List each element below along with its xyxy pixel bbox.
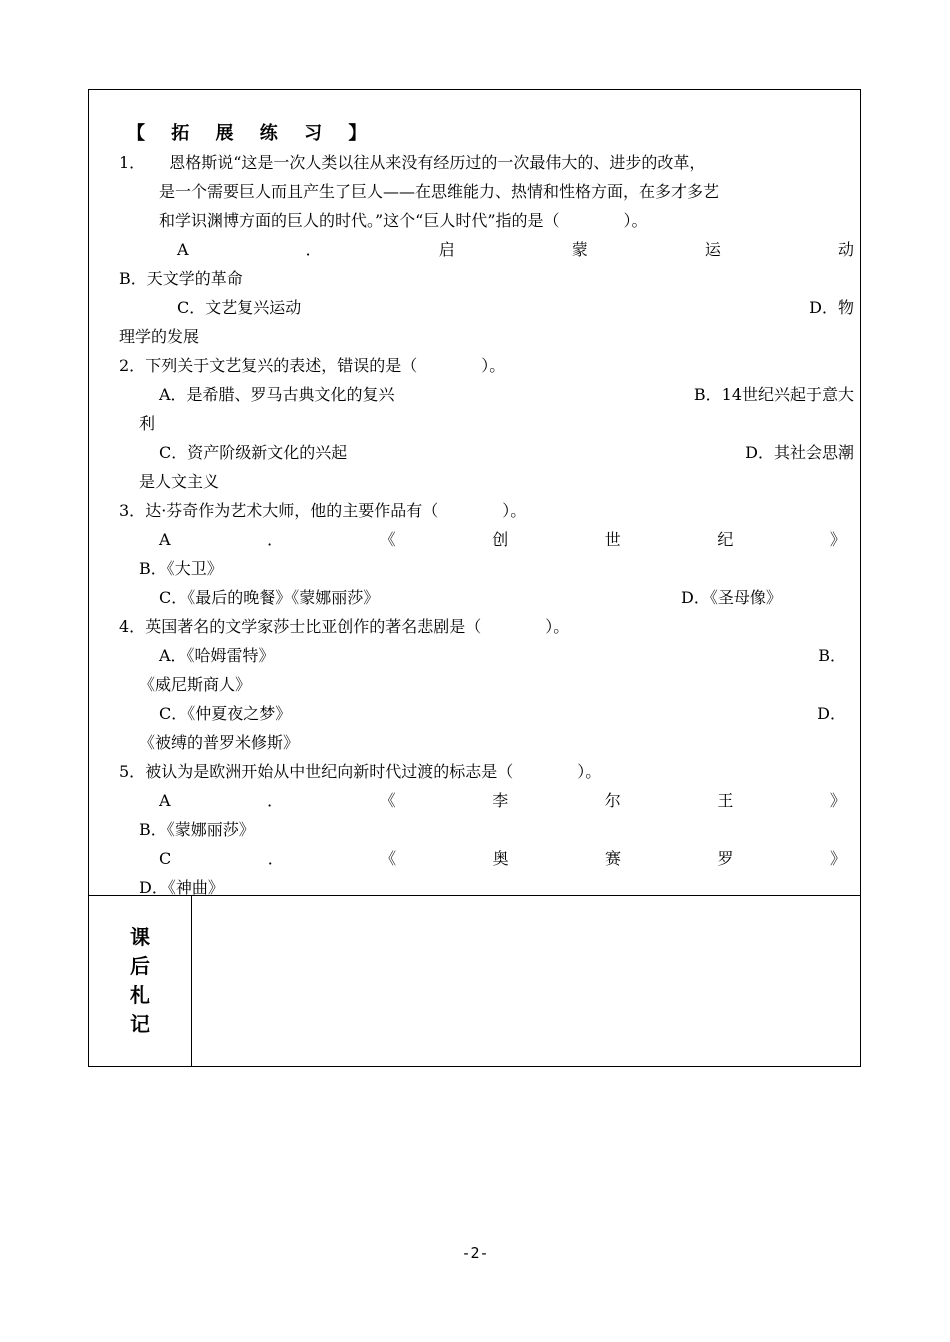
option-char: 李 (492, 791, 509, 810)
table-divider-horizontal (89, 895, 860, 896)
worksheet-frame (88, 89, 861, 1067)
question-5-option-a (119, 786, 854, 815)
notes-label-char: 课 (130, 925, 150, 949)
question-2-option-b-cont: 利 (139, 414, 156, 433)
question-3-option-a (119, 525, 854, 554)
question-3-stem: 达·芬奇作为艺术大师，他的主要作品有（ ）。 (145, 501, 527, 520)
question-4-option-d: D． (817, 704, 846, 723)
question-4-option-c: C．《仲夏夜之梦》 (159, 704, 292, 723)
option-char: 动 (837, 240, 854, 259)
question-4-option-a: A．《哈姆雷特》 (159, 646, 275, 665)
option-char: 运 (704, 240, 721, 259)
option-char: 启 (438, 240, 455, 259)
question-1-option-b: B．天文学的革命 (119, 269, 243, 288)
question-1-line-2: 是一个需要巨人而且产生了巨人——在思维能力、热情和性格方面，在多才多艺 (159, 182, 720, 201)
option-dot: ． (267, 849, 284, 868)
question-1-stem: 恩格斯说“这是一次人类以往从来没有经历过的一次最伟大的、进步的改革， (169, 153, 706, 172)
question-2-option-c: C．资产阶级新文化的兴起 (159, 443, 348, 462)
option-char: 奥 (492, 849, 509, 868)
question-1-line-3: 和学识渊博方面的巨人的时代。”这个“巨人时代”指的是（ ）。 (159, 211, 648, 230)
option-char: 》 (829, 791, 846, 810)
question-2-line-1 (119, 351, 854, 380)
question-5-option-c (119, 844, 854, 873)
option-dot: ． (267, 791, 284, 810)
notes-label-char: 后 (130, 954, 150, 978)
question-3-option-c: C．《最后的晚餐》《蒙娜丽莎》 (159, 588, 380, 607)
question-4-options-a-b (119, 641, 854, 670)
option-letter: A (159, 530, 171, 549)
option-char: 《 (379, 791, 396, 810)
option-char: 尔 (604, 791, 621, 810)
option-dot: ． (305, 240, 322, 259)
question-2-option-b: B．14世纪兴起于意大 (693, 385, 854, 404)
notes-label-char: 记 (130, 1012, 150, 1036)
question-4-stem: 英国著名的文学家莎士比亚创作的著名悲剧是（ ）。 (145, 617, 570, 636)
question-5-option-d: D．《神曲》 (139, 878, 224, 897)
option-char: 《 (379, 530, 396, 549)
exercise-section (119, 120, 854, 902)
option-char: 蒙 (571, 240, 588, 259)
question-1-options-c-d (119, 293, 854, 322)
question-2-option-a: A．是希腊、罗马古典文化的复兴 (159, 385, 395, 404)
question-1-option-a (119, 235, 854, 264)
question-2-stem: 下列关于文艺复兴的表述，错误的是（ ）。 (145, 356, 506, 375)
option-char: 王 (717, 791, 734, 810)
question-5-number: 5． (119, 762, 146, 781)
notes-label (89, 923, 191, 1039)
question-4-option-d-cont: 《被缚的普罗米修斯》 (139, 733, 300, 752)
question-2-options-c-d (119, 438, 854, 467)
question-1-line-1 (119, 148, 854, 177)
question-1-option-c: C．文艺复兴运动 (177, 298, 302, 317)
option-letter: A (177, 240, 189, 259)
question-5-stem: 被认为是欧洲开始从中世纪向新时代过渡的标志是（ ）。 (145, 762, 602, 781)
question-4-number: 4． (119, 617, 146, 636)
notes-label-char: 札 (130, 983, 150, 1007)
question-2-option-d-cont: 是人文主义 (139, 472, 220, 491)
question-2-number: 2． (119, 356, 146, 375)
option-dot: ． (267, 530, 284, 549)
option-char: 《 (380, 849, 397, 868)
question-4-line-1 (119, 612, 854, 641)
question-4-option-b-cont: 《威尼斯商人》 (139, 675, 252, 694)
question-4-options-c-d (119, 699, 854, 728)
question-3-option-d: D．《圣母像》 (681, 588, 782, 607)
question-3-line-1 (119, 496, 854, 525)
table-divider-vertical (191, 895, 192, 1066)
question-3-options-c-d (119, 583, 854, 612)
option-char: 纪 (717, 530, 734, 549)
option-char: 罗 (717, 849, 734, 868)
question-4-option-b: B． (818, 646, 846, 665)
question-5-option-b: B．《蒙娜丽莎》 (139, 820, 255, 839)
option-char: 》 (829, 530, 846, 549)
question-2-options-a-b (119, 380, 854, 409)
question-1-number: 1． (119, 153, 146, 172)
option-char: 赛 (605, 849, 622, 868)
question-1-option-d: D．物 (809, 298, 854, 317)
option-letter: C (159, 849, 172, 868)
section-title: 【 拓 展 练 习 】 (127, 123, 377, 144)
question-3-number: 3． (119, 501, 146, 520)
option-letter: A (159, 791, 171, 810)
question-2-option-d: D．其社会思潮 (745, 443, 854, 462)
question-1-option-d-cont: 理学的发展 (119, 327, 200, 346)
question-5-line-1 (119, 757, 854, 786)
option-char: 世 (604, 530, 621, 549)
option-char: 》 (829, 849, 846, 868)
option-char: 创 (492, 530, 509, 549)
question-3-option-b: B．《大卫》 (139, 559, 223, 578)
page-number: -2- (461, 1244, 489, 1262)
